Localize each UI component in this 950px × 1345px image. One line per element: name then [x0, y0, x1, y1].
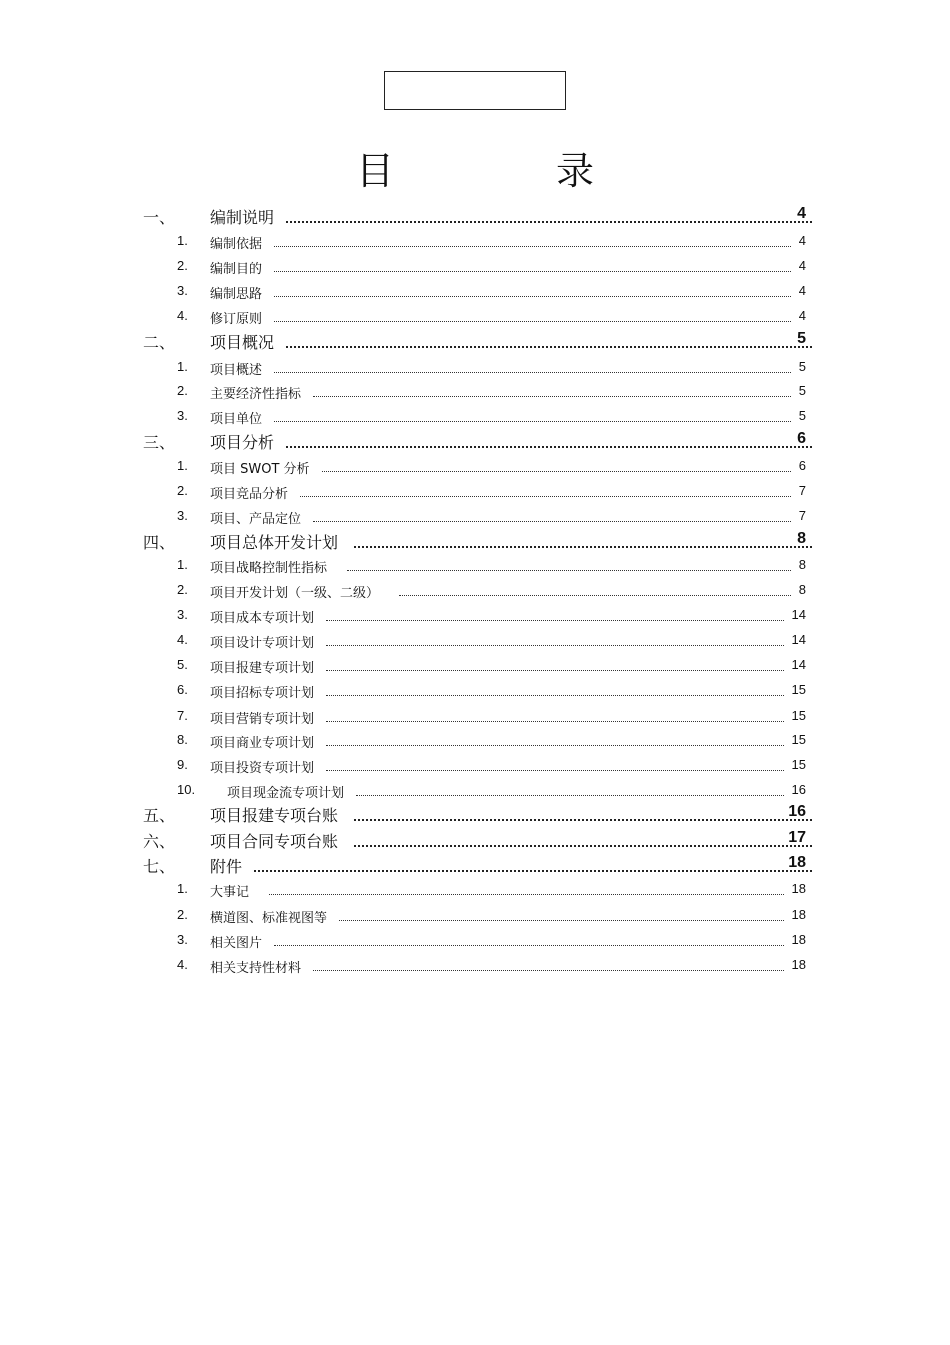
toc-section-row[interactable] [0, 428, 950, 452]
toc-entry-row[interactable] [0, 628, 950, 652]
toc-page-number: 15 [791, 682, 806, 697]
toc-section-row[interactable] [0, 827, 950, 851]
toc-number: 4. [177, 957, 188, 972]
toc-label: 附件 [210, 857, 243, 876]
toc-number: 2. [177, 383, 188, 398]
toc-leader-dots [326, 721, 784, 722]
toc-page-number: 4 [798, 258, 806, 273]
toc-page-number: 18 [791, 907, 806, 922]
toc-leader-dots [286, 346, 812, 348]
toc-entry-row[interactable] [0, 903, 950, 927]
toc-page-number: 5 [798, 383, 806, 398]
toc-leader-dots [300, 496, 791, 497]
toc-entry-row[interactable] [0, 304, 950, 328]
toc-label: 项目营销专项计划 [210, 712, 315, 727]
toc-leader-dots [326, 670, 784, 671]
toc-label: 主要经济性指标 [210, 387, 302, 402]
toc-section-row[interactable] [0, 203, 950, 227]
toc-number: 四、 [143, 533, 176, 552]
toc-leader-dots [356, 795, 784, 796]
toc-number: 3. [177, 508, 188, 523]
toc-number: 10. [177, 782, 196, 797]
toc-page-number: 4 [798, 308, 806, 323]
toc-page-number: 4 [798, 233, 806, 248]
toc-entry-row[interactable] [0, 678, 950, 702]
toc-page-number: 15 [791, 708, 806, 723]
toc-number: 三、 [143, 433, 176, 452]
toc-leader-dots [326, 770, 784, 771]
toc-page-number: 5 [798, 359, 806, 374]
toc-label: 项目报建专项台账 [210, 806, 339, 825]
toc-page-number: 5 [798, 408, 806, 423]
toc-label: 相关支持性材料 [210, 961, 302, 976]
toc-page-number: 15 [791, 732, 806, 747]
toc-number: 3. [177, 932, 188, 947]
toc-number: 2. [177, 258, 188, 273]
toc-number: 1. [177, 881, 188, 896]
toc-number: 3. [177, 607, 188, 622]
toc-number: 1. [177, 557, 188, 572]
toc-page-number: 14 [791, 607, 806, 622]
toc-label: 项目总体开发计划 [210, 533, 339, 552]
toc-page-number: 16 [788, 803, 806, 820]
toc-label: 修订原则 [210, 312, 263, 327]
toc-leader-dots [313, 970, 784, 971]
toc-page-number: 6 [798, 458, 806, 473]
toc-leader-dots [286, 221, 812, 223]
toc-number: 4. [177, 632, 188, 647]
toc-leader-dots [354, 845, 812, 847]
toc-leader-dots [313, 521, 791, 522]
toc-entry-row[interactable] [0, 404, 950, 428]
toc-label: 相关图片 [210, 936, 263, 951]
toc-page-number: 18 [791, 932, 806, 947]
toc-number: 2. [177, 483, 188, 498]
toc-label: 项目概况 [210, 333, 275, 352]
toc-entry-row[interactable] [0, 728, 950, 752]
toc-number: 二、 [143, 333, 176, 352]
toc-number: 3. [177, 283, 188, 298]
toc-entry-row[interactable] [0, 578, 950, 602]
toc-page-number: 8 [798, 557, 806, 572]
toc-label: 项目现金流专项计划 [227, 786, 345, 801]
toc-leader-dots [347, 570, 791, 571]
toc-number: 五、 [143, 806, 176, 825]
toc-page-number: 16 [791, 782, 806, 797]
toc-entry-row[interactable] [0, 479, 950, 503]
toc-label: 编制思路 [210, 287, 263, 302]
toc-leader-dots [399, 595, 791, 596]
toc-entry-row[interactable] [0, 778, 950, 802]
page-title: 目 录 [355, 149, 656, 193]
toc-entry-row[interactable] [0, 653, 950, 677]
toc-entry-row[interactable] [0, 355, 950, 379]
toc-label: 项目分析 [210, 433, 275, 452]
toc-number: 2. [177, 907, 188, 922]
toc-label: 项目商业专项计划 [210, 736, 315, 751]
toc-number: 3. [177, 408, 188, 423]
toc-entry-row[interactable] [0, 553, 950, 577]
toc-number: 7. [177, 708, 188, 723]
toc-leader-dots [286, 446, 812, 448]
toc-leader-dots [326, 745, 784, 746]
toc-label: 项目投资专项计划 [210, 761, 315, 776]
toc-number: 六、 [143, 832, 176, 851]
toc-label: 项目招标专项计划 [210, 686, 315, 701]
toc-entry-row[interactable] [0, 454, 950, 478]
toc-label: 项目报建专项计划 [210, 661, 315, 676]
toc-page-number: 17 [788, 829, 806, 846]
toc-leader-dots [274, 271, 791, 272]
toc-leader-dots [354, 819, 812, 821]
toc-page-number: 18 [788, 854, 806, 871]
toc-entry-row[interactable] [0, 603, 950, 627]
toc-entry-row[interactable] [0, 254, 950, 278]
toc-leader-dots [254, 870, 812, 872]
toc-leader-dots [274, 296, 791, 297]
toc-leader-dots [339, 920, 784, 921]
toc-number: 9. [177, 757, 188, 772]
toc-entry-row[interactable] [0, 877, 950, 901]
toc-entry-row[interactable] [0, 279, 950, 303]
toc-page-number: 18 [791, 881, 806, 896]
toc-label: 大事记 [210, 885, 250, 900]
toc-label: 项目成本专项计划 [210, 611, 315, 626]
toc-label: 编制说明 [210, 208, 275, 227]
toc-entry-row[interactable] [0, 379, 950, 403]
toc-label: 项目单位 [210, 412, 263, 427]
toc-page-number: 5 [797, 330, 806, 347]
toc-page-number: 7 [798, 483, 806, 498]
toc-leader-dots [322, 471, 791, 472]
toc-label: 项目战略控制性指标 [210, 561, 328, 576]
toc-section-row[interactable] [0, 528, 950, 552]
toc-leader-dots [269, 894, 784, 895]
toc-entry-row[interactable] [0, 704, 950, 728]
toc-number: 6. [177, 682, 188, 697]
toc-leader-dots [326, 695, 784, 696]
toc-entry-row[interactable] [0, 928, 950, 952]
toc-page-number: 7 [798, 508, 806, 523]
toc-page-number: 14 [791, 632, 806, 647]
toc-page-number: 6 [797, 430, 806, 447]
toc-leader-dots [274, 246, 791, 247]
toc-section-row[interactable] [0, 801, 950, 825]
toc-label: 项目、产品定位 [210, 512, 302, 527]
toc-entry-row[interactable] [0, 229, 950, 253]
toc-entry-row[interactable] [0, 753, 950, 777]
toc-leader-dots [274, 372, 791, 373]
toc-number: 8. [177, 732, 188, 747]
toc-number: 5. [177, 657, 188, 672]
toc-leader-dots [274, 945, 784, 946]
toc-page-number: 4 [797, 205, 806, 222]
toc-label: 项目设计专项计划 [210, 636, 315, 651]
toc-section-row[interactable] [0, 328, 950, 352]
toc-label: 编制目的 [210, 262, 263, 277]
toc-leader-dots [354, 546, 812, 548]
toc-number: 一、 [143, 208, 176, 227]
toc-label: 项目 SWOT 分析 [210, 462, 310, 477]
toc-label: 编制依据 [210, 237, 263, 252]
toc-label: 横道图、标准视图等 [210, 911, 328, 926]
toc-leader-dots [326, 645, 784, 646]
toc-entry-row[interactable] [0, 504, 950, 528]
toc-page-number: 4 [798, 283, 806, 298]
toc-label: 项目合同专项台账 [210, 832, 339, 851]
toc-leader-dots [274, 321, 791, 322]
toc-number: 2. [177, 582, 188, 597]
toc-number: 1. [177, 233, 188, 248]
toc-page-number: 8 [797, 530, 806, 547]
toc-number: 1. [177, 359, 188, 374]
toc-page-number: 14 [791, 657, 806, 672]
toc-label: 项目概述 [210, 363, 263, 378]
toc-leader-dots [313, 396, 791, 397]
toc-number: 七、 [143, 857, 176, 876]
toc-page-number: 15 [791, 757, 806, 772]
toc-entry-row[interactable] [0, 953, 950, 977]
toc-page-number: 8 [798, 582, 806, 597]
toc-label: 项目竞品分析 [210, 487, 289, 502]
toc-section-row[interactable] [0, 852, 950, 876]
toc-number: 1. [177, 458, 188, 473]
toc-leader-dots [274, 421, 791, 422]
toc-page-number: 18 [791, 957, 806, 972]
toc-label: 项目开发计划（一级、二级） [210, 586, 380, 601]
toc-number: 4. [177, 308, 188, 323]
toc-leader-dots [326, 620, 784, 621]
